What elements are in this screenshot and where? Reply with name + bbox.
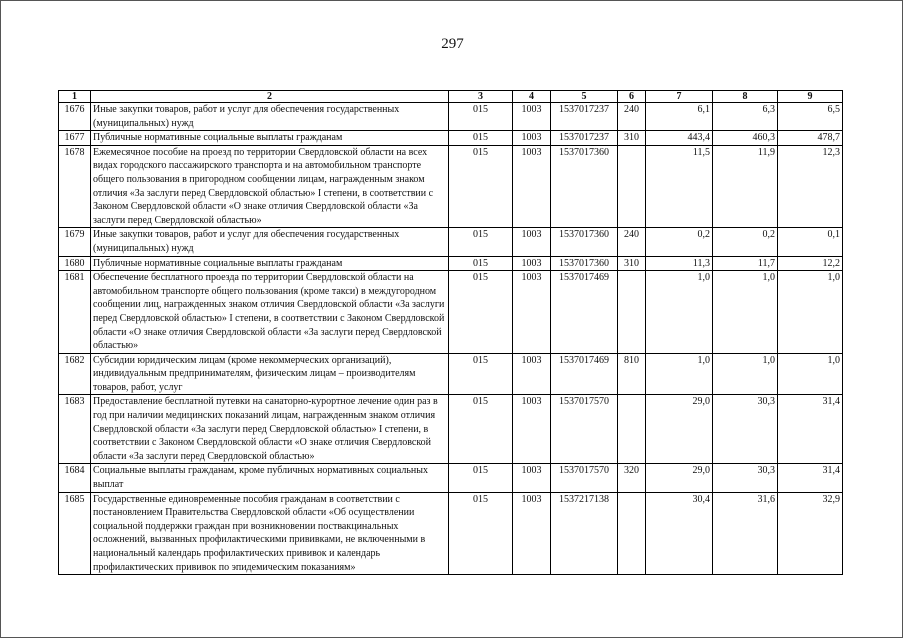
amount-year-3: 0,1 — [778, 228, 843, 256]
target-article-code: 1537017570 — [551, 464, 618, 492]
column-header: 5 — [551, 91, 618, 103]
row-description: Социальные выплаты гражданам, кроме публичных нормативных социальных выплат — [91, 464, 449, 492]
target-article-code: 1537017360 — [551, 256, 618, 271]
amount-year-3: 12,2 — [778, 256, 843, 271]
expense-type-code: 240 — [618, 228, 646, 256]
budget-table — [58, 90, 843, 575]
row-number: 1679 — [59, 228, 91, 256]
row-description: Иные закупки товаров, работ и услуг для обеспечения государственных (муниципальных) нужд — [91, 228, 449, 256]
ministry-code: 015 — [449, 395, 513, 464]
amount-year-3: 6,5 — [778, 103, 843, 131]
target-article-code: 1537017570 — [551, 395, 618, 464]
column-header: 6 — [618, 91, 646, 103]
ministry-code: 015 — [449, 256, 513, 271]
amount-year-1: 1,0 — [646, 353, 713, 395]
amount-year-1: 1,0 — [646, 271, 713, 354]
row-description: Государственные единовременные пособия гражданам в соответствии с постановлением Правительства Свердловской области «Об осуществлении социальной поддержки граждан при возникновении поствакцинальных осложнений, вызванных профилактическими прививками, не включенными в национальный календарь профилактических прививок и календарь профилактических прививок по эпидемическим показаниям» — [91, 492, 449, 575]
row-number: 1677 — [59, 131, 91, 146]
expense-type-code — [618, 271, 646, 354]
expense-type-code: 810 — [618, 353, 646, 395]
table-row — [59, 492, 843, 575]
table-row — [59, 145, 843, 228]
amount-year-3: 478,7 — [778, 131, 843, 146]
target-article-code: 1537017360 — [551, 145, 618, 228]
section-code: 1003 — [513, 145, 551, 228]
amount-year-1: 29,0 — [646, 395, 713, 464]
column-header: 7 — [646, 91, 713, 103]
table-row — [59, 103, 843, 131]
column-header: 9 — [778, 91, 843, 103]
row-description: Обеспечение бесплатного проезда по территории Свердловской области на автомобильном транспорте общего пользования (кроме такси) в междугородном сообщении лиц, награжденных знаком отличия Свердловской области «За заслуги перед Свердловской областью» I степени, в соответствии с Законом Свердловской области «О знаке отличия Свердловской области «За заслуги перед Свердловской областью» — [91, 271, 449, 354]
ministry-code: 015 — [449, 131, 513, 146]
header-row — [59, 91, 843, 103]
table-row — [59, 228, 843, 256]
page-number: 297 — [441, 36, 464, 52]
amount-year-1: 11,5 — [646, 145, 713, 228]
amount-year-3: 12,3 — [778, 145, 843, 228]
target-article-code: 1537017237 — [551, 131, 618, 146]
amount-year-1: 443,4 — [646, 131, 713, 146]
section-code: 1003 — [513, 464, 551, 492]
column-header: 3 — [449, 91, 513, 103]
column-header: 8 — [713, 91, 778, 103]
ministry-code: 015 — [449, 353, 513, 395]
ministry-code: 015 — [449, 103, 513, 131]
amount-year-2: 11,9 — [713, 145, 778, 228]
row-number: 1682 — [59, 353, 91, 395]
amount-year-1: 11,3 — [646, 256, 713, 271]
expense-type-code: 310 — [618, 256, 646, 271]
amount-year-2: 30,3 — [713, 395, 778, 464]
row-number: 1684 — [59, 464, 91, 492]
ministry-code: 015 — [449, 228, 513, 256]
amount-year-2: 460,3 — [713, 131, 778, 146]
column-header: 1 — [59, 91, 91, 103]
row-description: Субсидии юридическим лицам (кроме некоммерческих организаций), индивидуальным предпринимателям, физическим лицам – производителям товаров, работ, услуг — [91, 353, 449, 395]
expense-type-code — [618, 395, 646, 464]
row-description: Публичные нормативные социальные выплаты гражданам — [91, 256, 449, 271]
expense-type-code: 240 — [618, 103, 646, 131]
table-row — [59, 464, 843, 492]
section-code: 1003 — [513, 492, 551, 575]
row-number: 1680 — [59, 256, 91, 271]
amount-year-3: 1,0 — [778, 353, 843, 395]
section-code: 1003 — [513, 395, 551, 464]
ministry-code: 015 — [449, 492, 513, 575]
ministry-code: 015 — [449, 271, 513, 354]
amount-year-3: 31,4 — [778, 464, 843, 492]
row-number: 1676 — [59, 103, 91, 131]
row-description: Публичные нормативные социальные выплаты гражданам — [91, 131, 449, 146]
amount-year-2: 31,6 — [713, 492, 778, 575]
target-article-code: 1537017237 — [551, 103, 618, 131]
amount-year-2: 6,3 — [713, 103, 778, 131]
target-article-code: 1537217138 — [551, 492, 618, 575]
table-row — [59, 395, 843, 464]
section-code: 1003 — [513, 256, 551, 271]
expense-type-code: 310 — [618, 131, 646, 146]
amount-year-2: 0,2 — [713, 228, 778, 256]
section-code: 1003 — [513, 271, 551, 354]
row-description: Иные закупки товаров, работ и услуг для обеспечения государственных (муниципальных) нужд — [91, 103, 449, 131]
section-code: 1003 — [513, 353, 551, 395]
amount-year-3: 1,0 — [778, 271, 843, 354]
row-number: 1685 — [59, 492, 91, 575]
expense-type-code — [618, 145, 646, 228]
table-row — [59, 131, 843, 146]
table-row — [59, 353, 843, 395]
column-header: 2 — [91, 91, 449, 103]
amount-year-1: 0,2 — [646, 228, 713, 256]
amount-year-3: 31,4 — [778, 395, 843, 464]
row-number: 1681 — [59, 271, 91, 354]
expense-type-code: 320 — [618, 464, 646, 492]
table-row — [59, 256, 843, 271]
row-number: 1678 — [59, 145, 91, 228]
expense-type-code — [618, 492, 646, 575]
amount-year-2: 1,0 — [713, 271, 778, 354]
target-article-code: 1537017360 — [551, 228, 618, 256]
amount-year-3: 32,9 — [778, 492, 843, 575]
ministry-code: 015 — [449, 464, 513, 492]
table-row — [59, 271, 843, 354]
section-code: 1003 — [513, 228, 551, 256]
ministry-code: 015 — [449, 145, 513, 228]
column-header: 4 — [513, 91, 551, 103]
amount-year-2: 30,3 — [713, 464, 778, 492]
target-article-code: 1537017469 — [551, 271, 618, 354]
section-code: 1003 — [513, 103, 551, 131]
amount-year-1: 6,1 — [646, 103, 713, 131]
row-description: Ежемесячное пособие на проезд по территории Свердловской области на всех видах городского пассажирского транспорта и на автомобильном транспорте общего пользования в пригородном сообщении лицам, награжденным знаком отличия «За заслуги перед Свердловской областью» I степени, в соответствии с Законом Свердловской области «О знаке отличия Свердловской области «За заслуги перед Свердловской областью» — [91, 145, 449, 228]
row-number: 1683 — [59, 395, 91, 464]
amount-year-2: 1,0 — [713, 353, 778, 395]
amount-year-2: 11,7 — [713, 256, 778, 271]
section-code: 1003 — [513, 131, 551, 146]
amount-year-1: 30,4 — [646, 492, 713, 575]
amount-year-1: 29,0 — [646, 464, 713, 492]
target-article-code: 1537017469 — [551, 353, 618, 395]
row-description: Предоставление бесплатной путевки на санаторно-курортное лечение один раз в год при наличии медицинских показаний лицам, награжденным знаком отличия Свердловской области «За заслуги перед Свердловской областью» I степени, в соответствии с Законом Свердловской области «О знаке отличия Свердловской области «За заслуги перед Свердловской областью» — [91, 395, 449, 464]
